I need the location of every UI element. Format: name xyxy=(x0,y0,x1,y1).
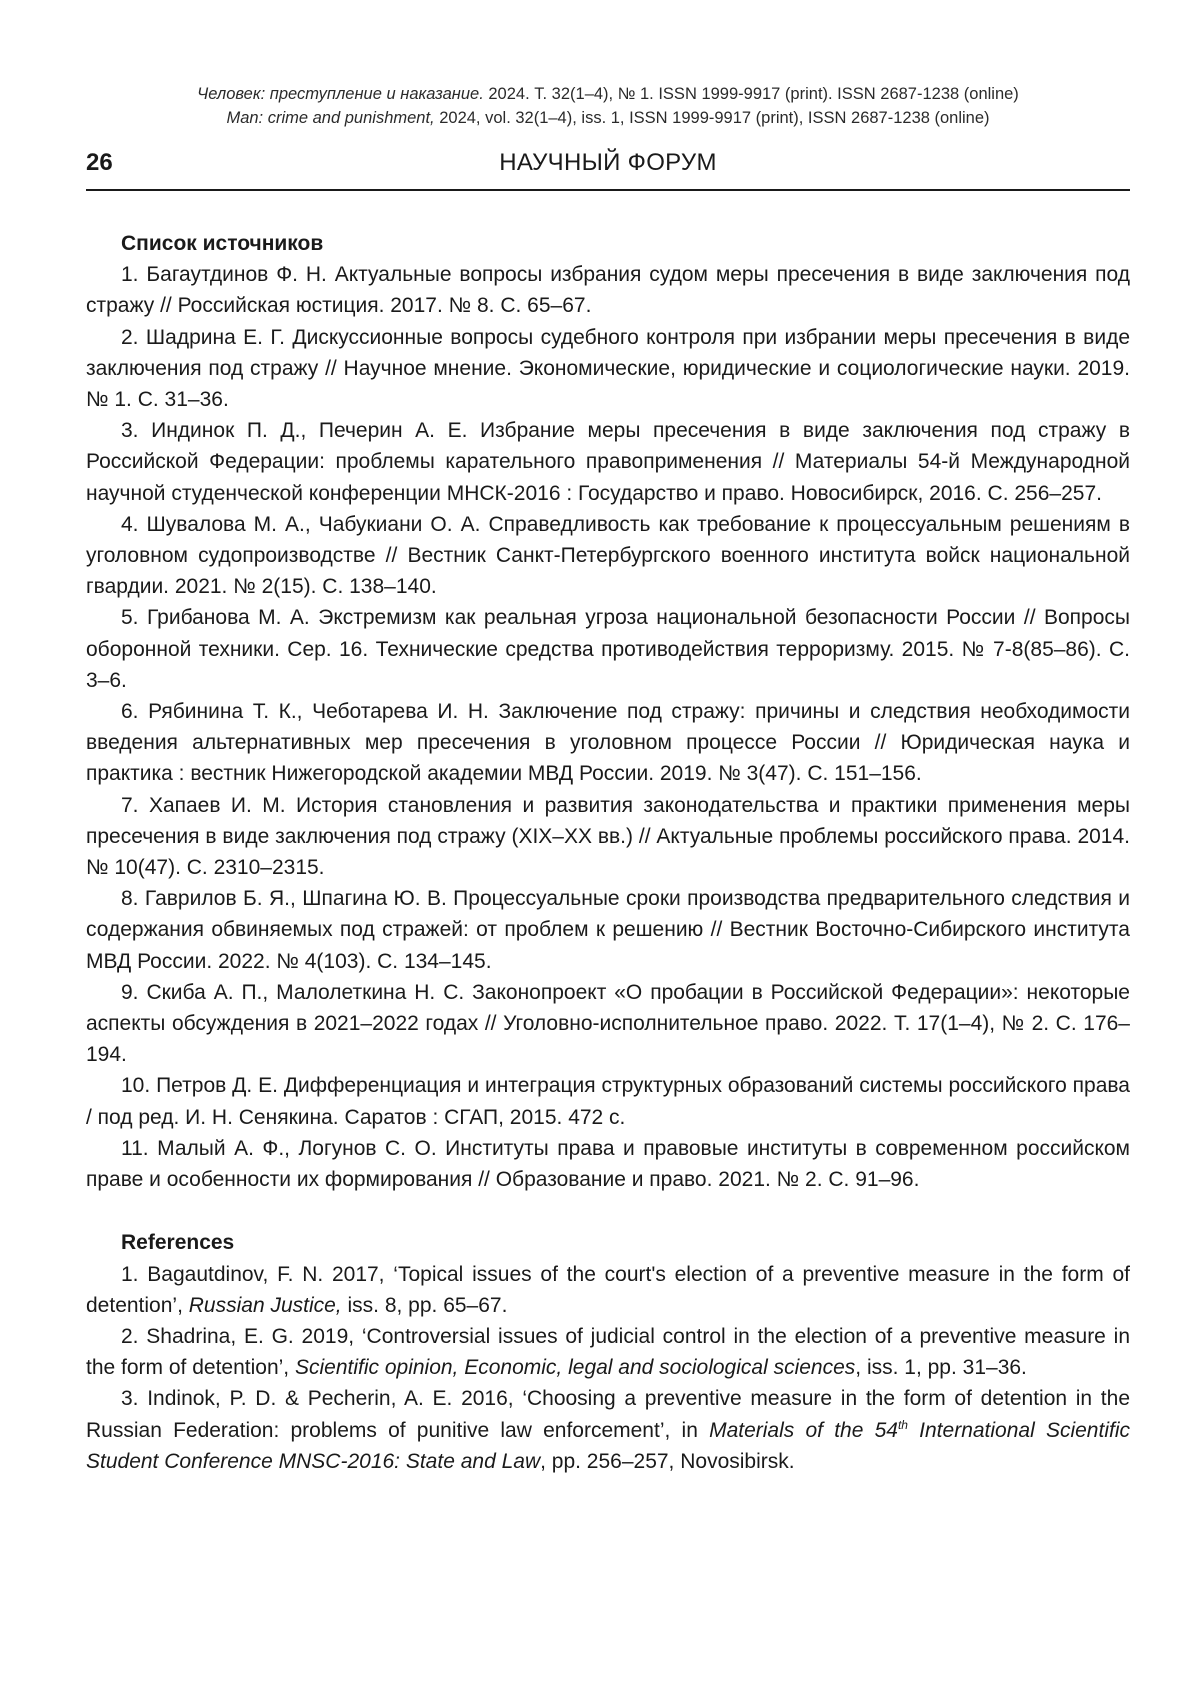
source-item: 5. Грибанова М. А. Экстремизм как реальная угроза национальной безопасности России // Вопросы оборонной техники. Сер. 16. Технические средства противодействия терроризму. 2015. № 7-8(85–86). С. 3–6. xyxy=(86,602,1130,696)
reference-lists xyxy=(86,228,1130,1477)
reference-source-title: Scientific opinion, Economic, legal and sociological sciences xyxy=(295,1356,855,1379)
reference-text: , iss. 1, pp. 31–36. xyxy=(855,1356,1027,1379)
running-head-line-ru xyxy=(86,82,1130,106)
source-item: 10. Петров Д. Е. Дифференциация и интеграция структурных образований системы российского права / под ред. И. Н. Сенякина. Саратов : СГАП, 2015. 472 с. xyxy=(86,1070,1130,1132)
journal-issue-info-ru: 2024. Т. 32(1–4), № 1. ISSN 1999-9917 (print). ISSN 2687-1238 (online) xyxy=(484,85,1019,103)
source-item: 2. Шадрина Е. Г. Дискуссионные вопросы судебного контроля при избрании меры пресечения в виде заключения под стражу // Научное мнение. Экономические, юридические и социологические науки. 2019. № 1. С. 31–36. xyxy=(86,322,1130,416)
reference-item xyxy=(86,1383,1130,1477)
reference-text: 2. Shadrina, E. G. 2019, ‘Controversial issues of judicial control in the election of a preventive measure in the form of detention’, xyxy=(86,1325,1130,1379)
page-number: 26 xyxy=(86,146,113,180)
source-item: 7. Хапаев И. М. История становления и развития законодательства и практики применения меры пресечения в виде заключения под стражу (XIX–XX вв.) // Актуальные проблемы российского права. 2014. № 10(47). С. 2310–2315. xyxy=(86,790,1130,884)
journal-title-en: Man: crime and punishment, xyxy=(226,109,434,127)
reference-text: iss. 8, pp. 65–67. xyxy=(342,1294,508,1317)
ordinal-suffix: th xyxy=(898,1418,908,1432)
reference-item xyxy=(86,1259,1130,1321)
references-heading: References xyxy=(86,1227,1130,1258)
reference-item xyxy=(86,1321,1130,1383)
reference-source-title: International Scientific Student Conference MNSC-2016: State and Law xyxy=(86,1419,1130,1473)
source-item: 4. Шувалова М. А., Чабукиани О. А. Справедливость как требование к процессуальным решениям в уголовном судопроизводстве // Вестник Санкт-Петербургского военного института войск национальной гвардии. 2021. № 2(15). С. 138–140. xyxy=(86,509,1130,603)
source-item: 1. Багаутдинов Ф. Н. Актуальные вопросы избрания судом меры пресечения в виде заключения под стражу // Российская юстиция. 2017. № 8. С. 65–67. xyxy=(86,259,1130,321)
source-item: 3. Индинок П. Д., Печерин А. Е. Избрание меры пресечения в виде заключения под стражу в Российской Федерации: проблемы карательного правоприменения // Материалы 54-й Международной научной студенческой конференции МНСК-2016 : Государство и право. Новосибирск, 2016. С. 256–257. xyxy=(86,415,1130,509)
source-item: 8. Гаврилов Б. Я., Шпагина Ю. В. Процессуальные сроки производства предварительного следствия и содержания обвиняемых под стражей: от проблем к решению // Вестник Восточно-Сибирского института МВД России. 2022. № 4(103). С. 134–145. xyxy=(86,883,1130,977)
header-rule xyxy=(86,189,1130,191)
reference-text: 1. Bagautdinov, F. N. 2017, ‘Topical issues of the court's election of a preventive measure in the form of detention’, xyxy=(86,1263,1130,1317)
page-header xyxy=(86,146,1130,180)
journal-title-ru: Человек: преступление и наказание. xyxy=(197,85,484,103)
journal-issue-info-en: 2024, vol. 32(1–4), iss. 1, ISSN 1999-9917 (print), ISSN 2687-1238 (online) xyxy=(435,109,990,127)
running-head-line-en xyxy=(86,106,1130,130)
journal-page xyxy=(0,0,1200,1694)
running-head xyxy=(86,82,1130,130)
reference-text: , pp. 256–257, Novosibirsk. xyxy=(540,1450,794,1473)
source-item: 11. Малый А. Ф., Логунов С. О. Институты права и правовые институты в современном российском праве и особенности их формирования // Образование и право. 2021. № 2. С. 91–96. xyxy=(86,1133,1130,1195)
source-item: 6. Рябинина Т. К., Чеботарева И. Н. Заключение под стражу: причины и следствия необходимости введения альтернативных мер пресечения в уголовном процессе России // Юридическая наука и практика : вестник Нижегородской академии МВД России. 2019. № 3(47). С. 151–156. xyxy=(86,696,1130,790)
source-item: 9. Скиба А. П., Малолеткина Н. С. Законопроект «О пробации в Российской Федерации»: некоторые аспекты обсуждения в 2021–2022 годах // Уголовно-исполнительное право. 2022. Т. 17(1–4), № 2. С. 176–194. xyxy=(86,977,1130,1071)
reference-source-title: Russian Justice, xyxy=(189,1294,342,1317)
section-title: НАУЧНЫЙ ФОРУМ xyxy=(86,146,1130,180)
reference-text: 3. Indinok, P. D. & Pecherin, A. E. 2016, ‘Choosing a preventive measure in the form of detention in the Russian Federation: problems of punitive law enforcement’, in xyxy=(86,1387,1130,1441)
section-gap xyxy=(86,1195,1130,1227)
sources-heading: Список источников xyxy=(86,228,1130,259)
reference-source-title: Materials of the 54 xyxy=(709,1419,898,1442)
